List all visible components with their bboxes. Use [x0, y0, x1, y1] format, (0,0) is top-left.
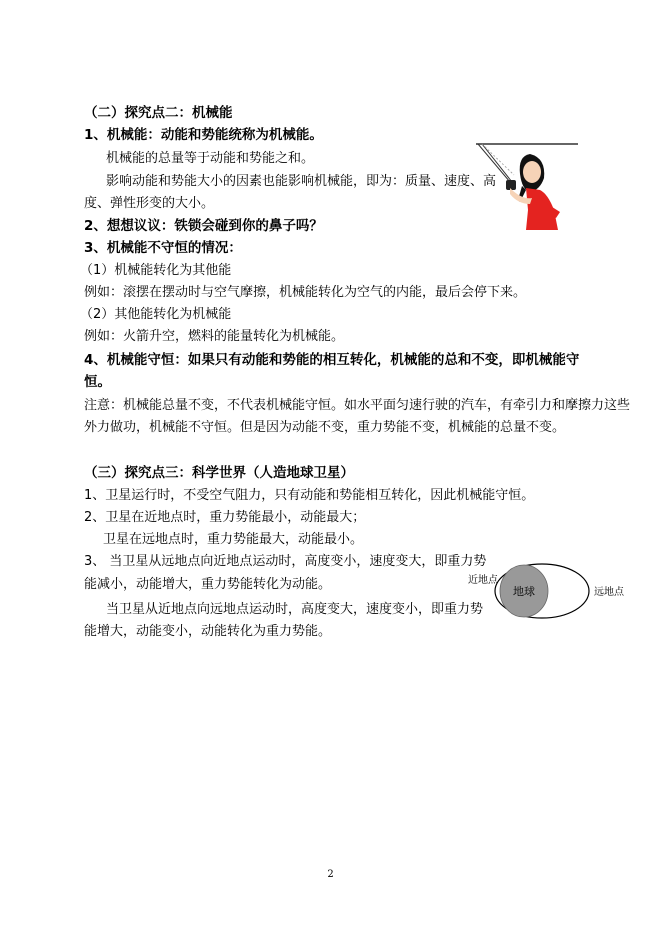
note-line2: 外力做功，机械能不守恒。但是因为动能不变，重力势能不变，机械能的总量不变。 — [84, 420, 566, 435]
item1-line2: 影响动能和势能大小的因素也能影响机械能，即为：质量、速度、高 — [106, 174, 497, 189]
section2-heading: （二）探究点二：机械能 — [84, 105, 233, 121]
sec3-item2-line2: 卫星在远地点时，重力势能最大，动能最小。 — [103, 532, 364, 547]
item3-example1: 例如：滚摆在摆动时与空气摩擦，机械能转化为空气的内能，最后会停下来。 — [84, 285, 527, 300]
sec3-item3-line1: 3、 当卫星从远地点向近地点运动时，高度变小，速度变大，即重力势 — [84, 554, 487, 569]
sec3-item3-line4: 能增大，动能变小，动能转化为重力势能。 — [84, 624, 332, 639]
note-line1: 注意：机械能总量不变，不代表机械能守恒。如水平面匀速行驶的汽车，有牵引力和摩擦力这些 — [84, 398, 631, 413]
item1-line3: 度、弹性形变的大小。 — [84, 196, 215, 211]
item4-title-line1: 4、机械能守恒：如果只有动能和势能的相互转化，机械能的总和不变，即机械能守 — [84, 352, 580, 368]
earth-label: 地球 — [513, 585, 535, 598]
item4-title-line2: 恒。 — [84, 374, 111, 390]
item3-example2: 例如：火箭升空，燃料的能量转化为机械能。 — [84, 329, 345, 344]
section3-heading: （三）探究点三：科学世界（人造地球卫星） — [84, 465, 354, 481]
sec3-item3-line3: 当卫星从近地点向远地点运动时，高度变大，速度变小，即重力势 — [106, 602, 484, 617]
item3-title: 3、机械能不守恒的情况： — [84, 240, 242, 256]
pendulum-girl-illustration — [470, 140, 582, 232]
item3-sub2: （2）其他能转化为机械能 — [80, 307, 232, 322]
satellite-orbit-diagram — [462, 555, 632, 625]
apogee-label: 远地点 — [594, 587, 624, 598]
sec3-item3-line2: 能减小，动能增大，重力势能转化为动能。 — [84, 577, 332, 592]
page-number: 2 — [327, 869, 334, 880]
sec3-item2-line1: 2、卫星在近地点时，重力势能最小，动能最大； — [84, 510, 366, 525]
item3-sub1: （1）机械能转化为其他能 — [80, 263, 232, 278]
item2-title: 2、想想议议：铁锁会碰到你的鼻子吗？ — [84, 218, 323, 234]
item1-line1: 机械能的总量等于动能和势能之和。 — [106, 151, 315, 166]
sec3-item1: 1、卫星运行时，不受空气阻力，只有动能和势能相互转化，因此机械能守恒。 — [84, 488, 535, 503]
item1-title: 1、机械能：动能和势能统称为机械能。 — [84, 127, 323, 143]
perigee-label: 近地点 — [468, 575, 498, 586]
